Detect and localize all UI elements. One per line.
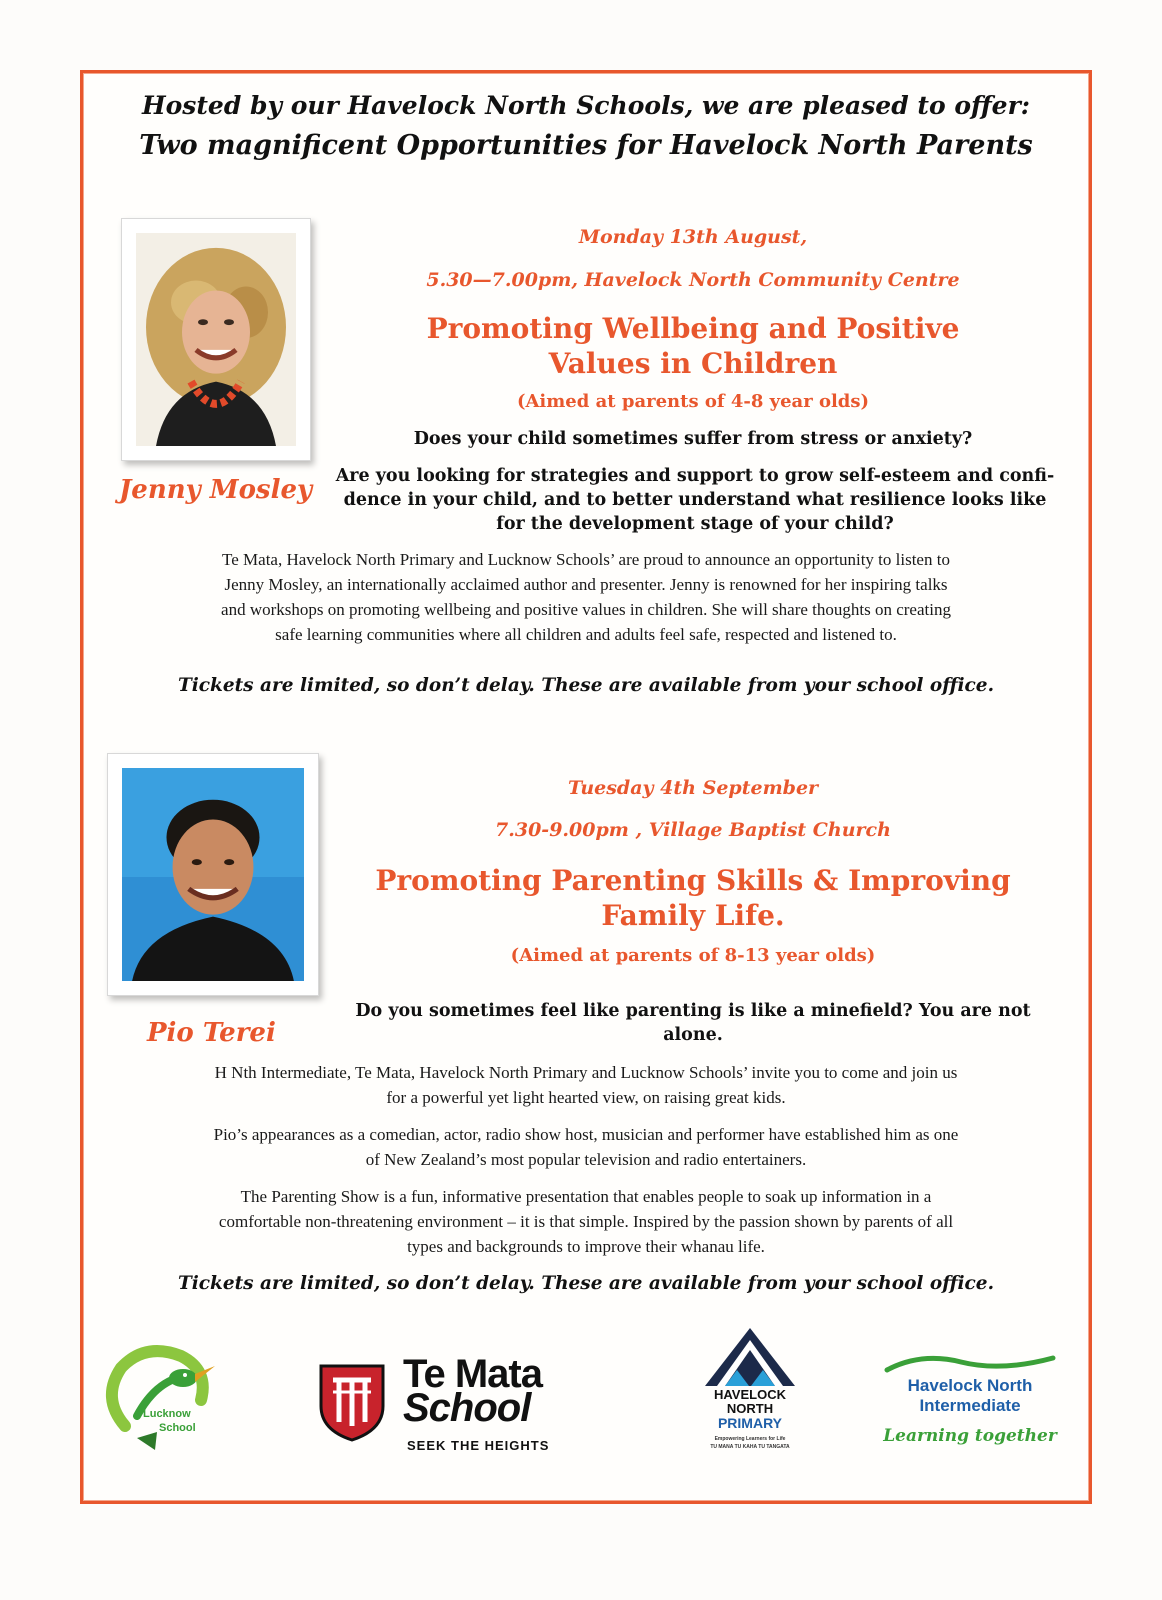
event2-paragraph-3-line-1: The Parenting Show is a fun, informative presentation that enables people to soak up information in a <box>240 1187 932 1206</box>
lucknow-school-logo <box>97 1338 237 1458</box>
event1-tickets-note: Tickets are limited, so don’t delay. These are available from your school office. <box>177 675 995 696</box>
te-mata-tagline: SEEK THE HEIGHTS <box>407 1438 550 1453</box>
event2-tickets-note: Tickets are limited, so don’t delay. These are available from your school office. <box>177 1273 995 1294</box>
lucknow-kiwi-bird-icon <box>97 1338 237 1458</box>
hnp-name-line-2: NORTH <box>726 1401 774 1416</box>
event1-description <box>93 547 1079 647</box>
event2-paragraph-3-line-3: types and backgrounds to improve their whanau life. <box>407 1237 765 1256</box>
event1-description-line-3: and workshops on promoting wellbeing and positive values in children. She will share thoughts on creating <box>221 600 951 619</box>
event2-paragraph-3 <box>93 1184 1079 1259</box>
hnp-name-line-3: PRIMARY <box>717 1415 783 1431</box>
hni-name-line-1: Havelock North <box>907 1376 1033 1395</box>
event2-paragraph-2-line-2: of New Zealand’s most popular television and radio entertainers. <box>365 1150 807 1169</box>
event2-paragraph-2-line-1: Pio’s appearances as a comedian, actor, radio show host, musician and performer have established him as one <box>213 1125 959 1144</box>
havelock-north-intermediate-logo <box>881 1348 1059 1458</box>
event1-question-2-line-2: dence in your child, and to better understand what resilience looks like <box>343 490 1047 510</box>
mountain-peaks-icon <box>695 1326 805 1388</box>
event1-question-1: Does your child sometimes suffer from stress or anxiety? <box>413 429 973 449</box>
speaker-name-pio: Pio Terei <box>147 1018 276 1048</box>
event2-paragraph-2 <box>93 1122 1079 1172</box>
event1-question-2-line-1: Are you looking for strategies and support to grow self-esteem and confi- <box>335 466 1055 486</box>
lucknow-text-line-1: Lucknow <box>143 1408 191 1420</box>
event1-question-2 <box>315 464 1075 536</box>
event2-title-line-2: Family Life. <box>601 899 785 932</box>
te-mata-school-logo <box>317 1346 607 1456</box>
flyer-frame <box>80 70 1092 1504</box>
event2-title <box>333 863 1053 933</box>
green-hills-icon <box>881 1348 1059 1378</box>
hnp-name-line-1: HAVELOCK <box>714 1387 786 1402</box>
event1-description-line-4: safe learning communities where all children and adults feel safe, respected and listened to. <box>275 625 897 644</box>
event1-question-2-line-3: for the development stage of your child? <box>496 514 894 534</box>
havelock-north-primary-logo <box>695 1326 805 1466</box>
event1-date: Monday 13th August, <box>578 226 808 248</box>
event2-paragraph-1 <box>93 1060 1079 1110</box>
te-mata-title-line-2: School <box>403 1386 531 1430</box>
te-mata-shield-icon <box>317 1362 387 1442</box>
pio-terei-photo <box>107 753 319 996</box>
speaker-name-jenny: Jenny Mosley <box>119 475 313 505</box>
hnp-tagline-2: TU MANA TU KAHA TU TANGATA <box>710 1444 790 1450</box>
event2-paragraph-3-line-2: comfortable non-threatening environment – it is that simple. Inspired by the passion shown by parents of all <box>218 1212 954 1231</box>
event1-time-venue: 5.30—7.00pm, Havelock North Community Centre <box>426 269 960 291</box>
event1-title-line-1: Promoting Wellbeing and Positive <box>426 312 960 345</box>
event1-title-line-2: Values in Children <box>548 347 838 380</box>
jenny-mosley-photo <box>121 218 311 461</box>
event2-question <box>333 999 1053 1047</box>
header-line-2: Two magnificent Opportunities for Havelock North Parents <box>139 130 1033 161</box>
hni-tagline: Learning together <box>883 1426 1057 1446</box>
event2-paragraph-1-line-2: for a powerful yet light hearted view, on raising great kids. <box>386 1088 786 1107</box>
event2-title-line-1: Promoting Parenting Skills & Improving <box>375 864 1011 897</box>
header-line-1: Hosted by our Havelock North Schools, we are pleased to offer: <box>142 91 1030 120</box>
te-mata-title-line-1: Te Mata <box>403 1352 542 1396</box>
hnp-tagline-1: Empowering Learners for Life <box>714 1436 786 1442</box>
event1-audience: (Aimed at parents of 4-8 year olds) <box>516 391 870 412</box>
event1-description-line-2: Jenny Mosley, an internationally acclaimed author and presenter. Jenny is renowned for her inspiring talks <box>224 575 948 594</box>
event2-audience: (Aimed at parents of 8-13 year olds) <box>510 945 876 966</box>
lucknow-text-line-2: School <box>159 1422 196 1434</box>
event1-description-line-1: Te Mata, Havelock North Primary and Lucknow Schools’ are proud to announce an opportunity to listen to <box>222 550 950 569</box>
event2-time-venue: 7.30-9.00pm , Village Baptist Church <box>495 819 891 841</box>
event2-question-line-2: alone. <box>663 1025 723 1045</box>
hni-name-line-2: Intermediate <box>919 1396 1021 1415</box>
event1-title <box>383 311 1003 381</box>
event2-question-line-1: Do you sometimes feel like parenting is like a minefield? You are not <box>355 1001 1031 1021</box>
school-logos <box>83 1318 1089 1468</box>
event2-date: Tuesday 4th September <box>567 777 819 799</box>
event2-paragraph-1-line-1: H Nth Intermediate, Te Mata, Havelock North Primary and Lucknow Schools’ invite you to come and join us <box>214 1063 958 1082</box>
